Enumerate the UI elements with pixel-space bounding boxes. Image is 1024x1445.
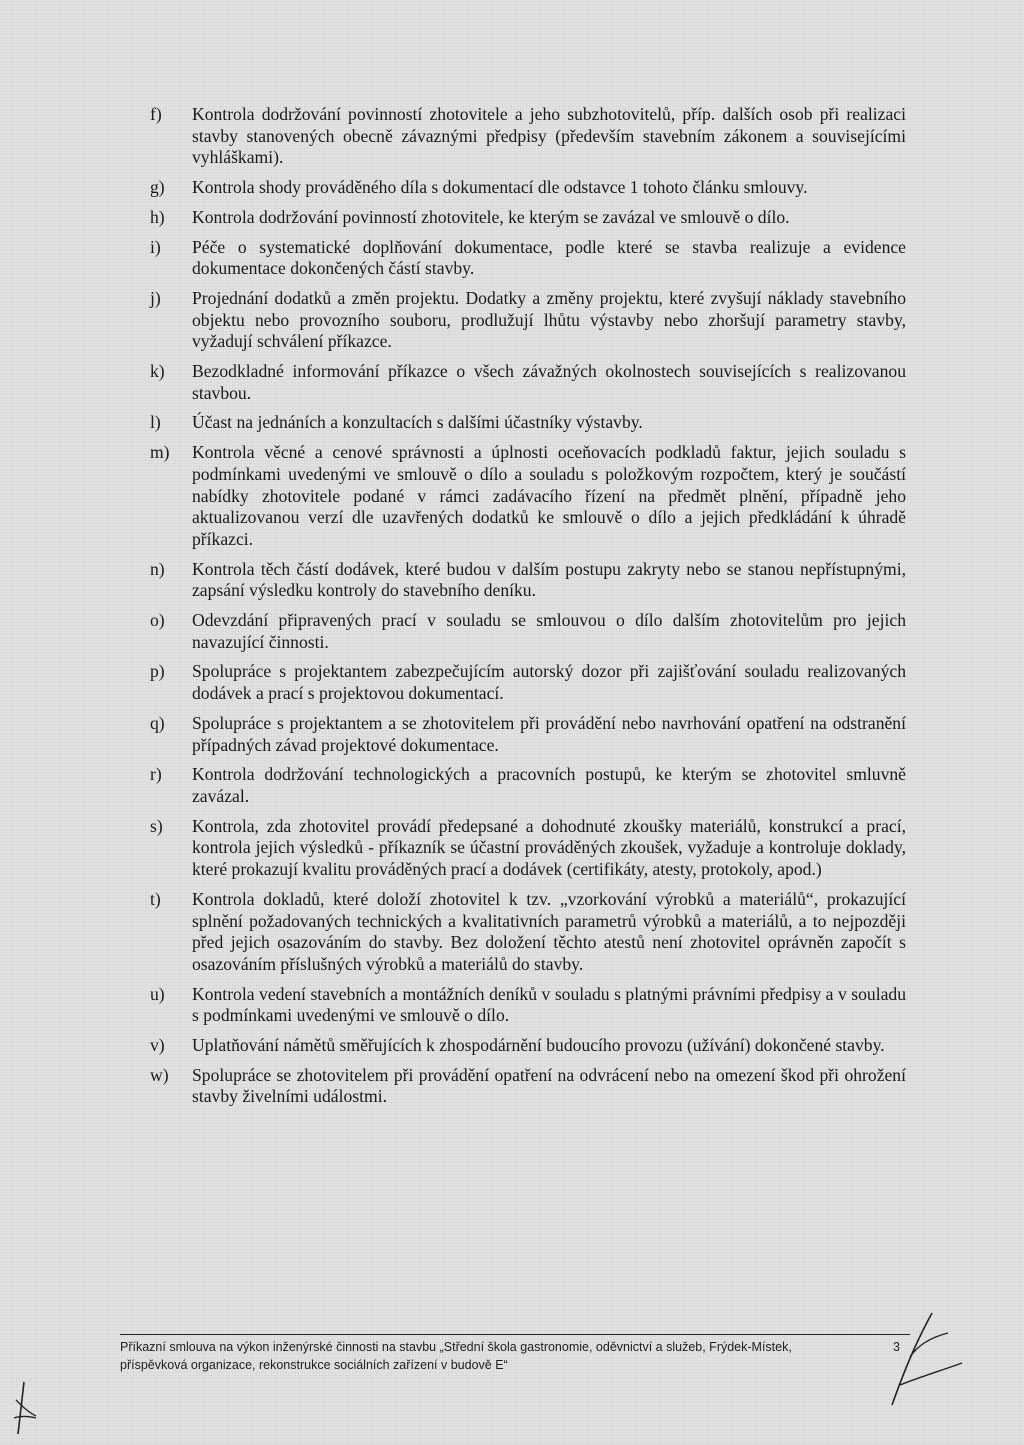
list-item-text: Odevzdání připravených prací v souladu se smlouvou o dílo dalším zhotovitelům pro jejich navazující činnosti.	[192, 610, 906, 652]
list-item	[150, 1065, 906, 1108]
list-item	[150, 177, 906, 199]
list-item-text: Péče o systematické doplňování dokumentace, podle které se stavba realizuje a evidence dokumentace dokončených částí stavby.	[192, 236, 906, 279]
list-marker: t)	[150, 888, 161, 909]
list-item-text: Účast na jednáních a konzultacích s dalšími účastníky výstavby.	[192, 412, 643, 433]
initials-left-icon	[6, 1378, 42, 1438]
footer-line-2: příspěvková organizace, rekonstrukce sociálních zařízení v budově E“	[120, 1358, 508, 1372]
list-item-text: Kontrola vedení stavebních a montážních deníků v souladu s platnými právními předpisy a v souladu s podmínkami uvedenými ve smlouvě o dílo.	[192, 983, 906, 1026]
list-item-text: Kontrola dokladů, které doloží zhotovitel k tzv. „vzorkování výrobků a materiálů“, prokazující splnění požadovaných technických a kvalitativních parametrů výrobků a materiálů, a to nejpozději před jejich osazováním do stavby. Bez doložení těchto atestů není zhotovitel oprávněn započít s osazováním příslušných výrobků a materiálů do stavby.	[192, 888, 906, 974]
list-marker: j)	[150, 287, 161, 308]
list-item-text: Bezodkladné informování příkazce o všech závažných okolnostech souvisejících s realizovanou stavbou.	[192, 361, 906, 403]
list-item	[150, 713, 906, 756]
list-item-text: Kontrola, zda zhotovitel provádí předepsané a dohodnuté zkoušky materiálů, konstrukcí a prací, kontrola jejich výsledků - příkazník se účastní prováděných zkoušek, vyžaduje a kontroluje doklady, které prokazují kvalitu prováděných prací a dodávek (certifikáty, atesty, protokoly, apod.)	[192, 815, 906, 880]
list-item-text: Spolupráce se zhotovitelem při provádění opatření na odvrácení nebo na omezení škod při ohrožení stavby živelními událostmi.	[192, 1064, 906, 1107]
page-number: 3	[893, 1340, 900, 1354]
list-item	[150, 207, 906, 229]
list-item-text: Uplatňování námětů směřujících k zhospodárnění budoucího provozu (užívání) dokončené stavby.	[192, 1035, 885, 1056]
list-item	[150, 412, 906, 434]
footer	[120, 1338, 910, 1374]
list-marker: o)	[150, 610, 165, 631]
list-item-text: Projednání dodatků a změn projektu. Dodatky a změny projektu, které zvyšují náklady stavebního objektu nebo provozního souboru, prodlužují lhůtu výstavby nebo zhoršují parametry stavby, vyžadují schválení příkazce.	[192, 287, 906, 352]
list-marker: g)	[150, 177, 165, 198]
list-item-text: Kontrola věcné a cenové správnosti a úplnosti oceňovacích podkladů faktur, jejich souladu s podmínkami uvedenými ve smlouvě o dílo a souladu s položkovým rozpočtem, který je součástí nabídky zhotovitele podané v rámci zadávacího řízení na předmět plnění, případně jeho aktualizovanou verzí dle uzavřených dodatků ke smlouvě o dílo a jejich předkládání k úhradě příkazci.	[192, 442, 906, 549]
list-marker: s)	[150, 815, 163, 836]
list-marker: h)	[150, 206, 165, 227]
list-item-text: Spolupráce s projektantem a se zhotovitelem při provádění nebo navrhování opatření na odstranění případných závad projektové dokumentace.	[192, 712, 906, 755]
list-item	[150, 237, 906, 280]
footer-line-1: Příkazní smlouva na výkon inženýrské činnosti na stavbu „Střední škola gastronomie, oděvnictví a služeb, Frýdek-Místek,	[120, 1340, 792, 1354]
list-marker: n)	[150, 558, 165, 579]
list-item	[150, 816, 906, 881]
list-marker: m)	[150, 442, 170, 463]
list-item	[150, 661, 906, 704]
list-marker: f)	[150, 104, 162, 124]
signature-right-icon	[870, 1305, 980, 1415]
list-marker: r)	[150, 764, 162, 785]
list-item	[150, 104, 906, 169]
list-item	[150, 559, 906, 602]
list-item-text: Kontrola shody prováděného díla s dokumentací dle odstavce 1 tohoto článku smlouvy.	[192, 177, 808, 198]
list-item	[150, 288, 906, 353]
list-item	[150, 610, 906, 653]
list-item-text: Kontrola dodržování povinností zhotovitele, ke kterým se zavázal ve smlouvě o dílo.	[192, 206, 790, 227]
list-item	[150, 442, 906, 551]
list-marker: l)	[150, 412, 161, 433]
list-item-text: Kontrola dodržování povinností zhotovitele a jeho subzhotovitelů, příp. dalších osob při realizaci stavby stanovených obecně závaznými předpisy (především stavebním zákonem a souvisejícími vyhláškami).	[192, 104, 906, 168]
list-item-text: Kontrola těch částí dodávek, které budou v dalším postupu zakryty nebo se stanou nepřístupnými, zapsání výsledku kontroly do stavebního deníku.	[192, 558, 906, 601]
duties-list	[150, 104, 906, 1116]
list-marker: k)	[150, 361, 165, 382]
list-item	[150, 764, 906, 807]
list-item	[150, 1035, 906, 1057]
list-item	[150, 984, 906, 1027]
footer-divider	[120, 1334, 910, 1335]
list-marker: w)	[150, 1064, 169, 1085]
list-marker: p)	[150, 661, 165, 682]
list-marker: u)	[150, 983, 165, 1004]
list-item	[150, 361, 906, 404]
list-item	[150, 889, 906, 976]
list-marker: q)	[150, 712, 165, 733]
list-marker: v)	[150, 1035, 165, 1056]
list-item-text: Spolupráce s projektantem zabezpečujícím autorský dozor při zajišťování souladu realizovaných dodávek a prací s projektovou dokumentací.	[192, 661, 906, 704]
list-item-text: Kontrola dodržování technologických a pracovních postupů, ke kterým se zhotovitel smluvně zavázal.	[192, 764, 906, 806]
list-marker: i)	[150, 236, 161, 257]
